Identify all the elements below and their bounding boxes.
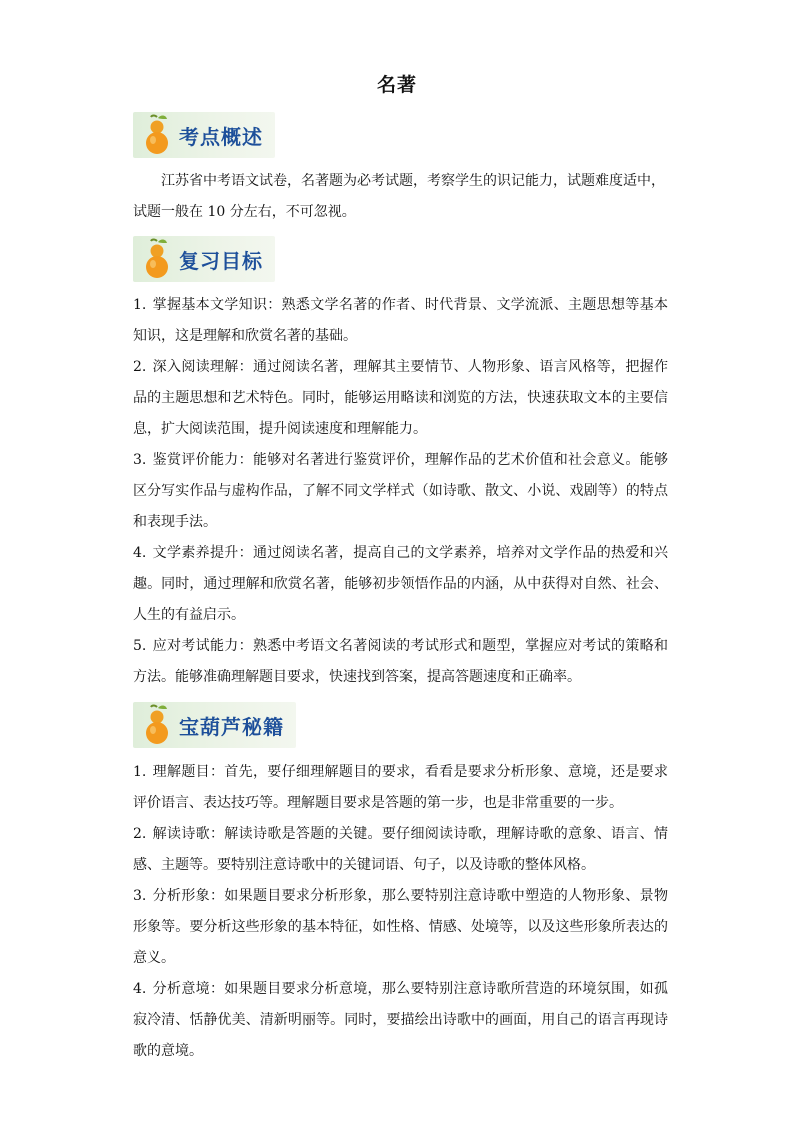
overview-paragraph: 江苏省中考语文试卷，名著题为必考试题，考察学生的识记能力，试题难度适中，试题一般在 10 分左右，不可忽视。 xyxy=(133,173,665,220)
section-banner-overview xyxy=(133,112,275,158)
list-item: 3. 分析形象：如果题目要求分析形象，那么要特别注意诗歌中塑造的人物形象、景物形象等。要分析这些形象的基本特征，如性格、情感、处境等，以及这些形象所表达的意义。 xyxy=(133,888,668,966)
list-item: 3. 鉴赏评价能力：能够对名著进行鉴赏评价，理解作品的艺术价值和社会意义。能够区分写实作品与虚构作品，了解不同文学样式（如诗歌、散文、小说、戏剧等）的特点和表现手法。 xyxy=(133,452,668,530)
page-title: 名著 xyxy=(376,74,417,96)
section-banner-tips xyxy=(133,702,296,748)
gourd-icon xyxy=(141,237,173,281)
list-item: 5. 应对考试能力：熟悉中考语文名著阅读的考试形式和题型，掌握应对考试的策略和方法。能够准确理解题目要求，快速找到答案，提高答题速度和正确率。 xyxy=(133,638,668,685)
list-item: 4. 分析意境：如果题目要求分析意境，那么要特别注意诗歌所营造的环境氛围，如孤寂冷清、恬静优美、清新明丽等。同时，要描绘出诗歌中的画面，用自己的语言再现诗歌的意境。 xyxy=(133,981,668,1059)
list-item: 1. 掌握基本文学知识：熟悉文学名著的作者、时代背景、文学流派、主题思想等基本知识，这是理解和欣赏名著的基础。 xyxy=(133,297,668,344)
gourd-icon xyxy=(141,113,173,157)
section-heading: 复习目标 xyxy=(179,248,263,273)
gourd-icon xyxy=(141,703,173,747)
tips-list xyxy=(133,757,668,1067)
section-heading: 宝葫芦秘籍 xyxy=(179,714,284,739)
section-banner-goals xyxy=(133,236,275,282)
list-item: 2. 解读诗歌：解读诗歌是答题的关键。要仔细阅读诗歌，理解诗歌的意象、语言、情感、主题等。要特别注意诗歌中的关键词语、句子，以及诗歌的整体风格。 xyxy=(133,826,668,873)
list-item: 4. 文学素养提升：通过阅读名著，提高自己的文学素养，培养对文学作品的热爱和兴趣。同时，通过理解和欣赏名著，能够初步领悟作品的内涵，从中获得对自然、社会、人生的有益启示。 xyxy=(133,545,668,623)
section-heading: 考点概述 xyxy=(179,124,263,149)
goals-list xyxy=(133,290,668,693)
list-item: 2. 深入阅读理解：通过阅读名著，理解其主要情节、人物形象、语言风格等，把握作品的主题思想和艺术特色。同时，能够运用略读和浏览的方法，快速获取文本的主要信息，扩大阅读范围，提升阅读速度和理解能力。 xyxy=(133,359,668,437)
list-item: 1. 理解题目：首先，要仔细理解题目的要求，看看是要求分析形象、意境，还是要求评价语言、表达技巧等。理解题目要求是答题的第一步，也是非常重要的一步。 xyxy=(133,764,668,811)
